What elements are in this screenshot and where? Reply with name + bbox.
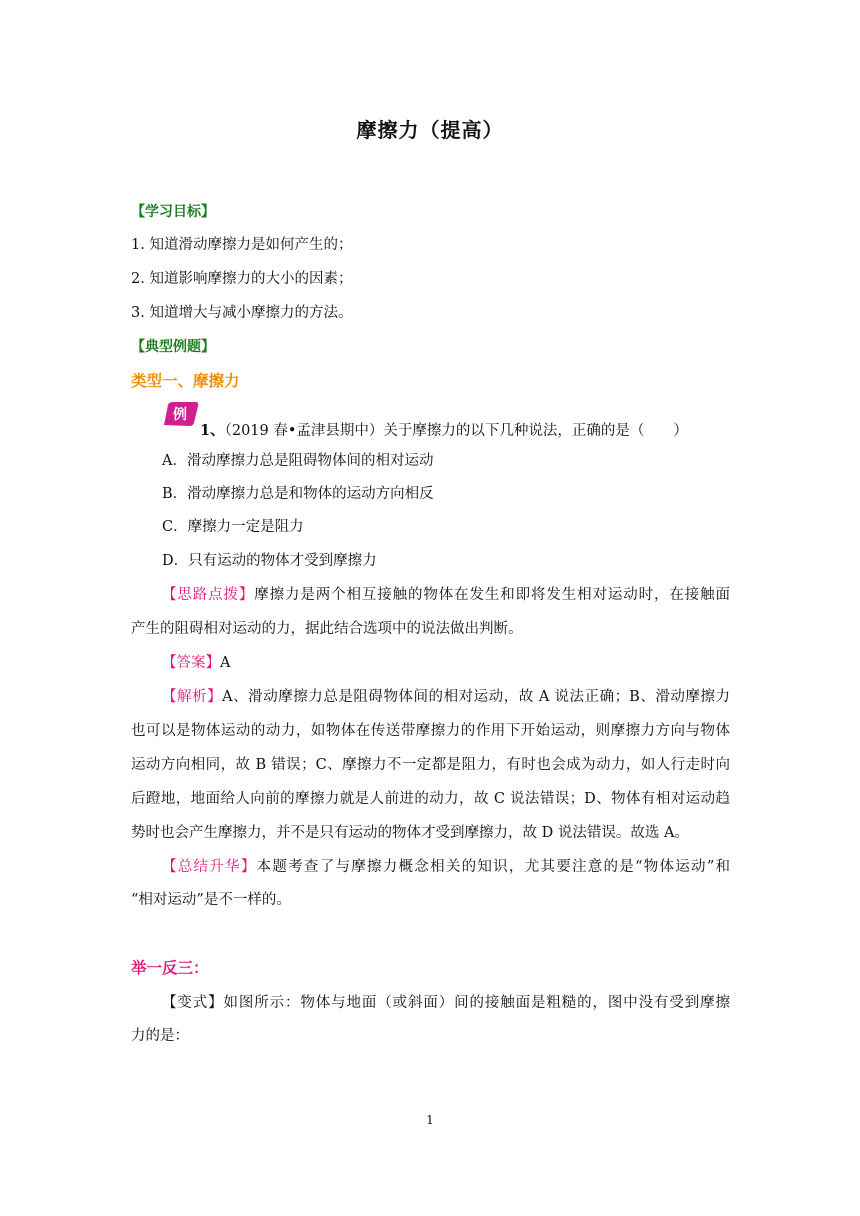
page-title: 摩擦力（提高） (356, 118, 504, 142)
hint-line-2: 产生的阻碍相对运动的力，据此结合选项中的说法做出判断。 (131, 621, 523, 637)
practice-heading: 举一反三： (131, 959, 209, 977)
type-heading: 类型一、摩擦力 (131, 372, 240, 390)
summary-line-1 (162, 857, 730, 877)
answer-label: 【答案】 (162, 655, 220, 671)
option-d: D．只有运动的物体才受到摩擦力 (162, 553, 377, 569)
analysis-line-3: 运动方向相同，故 B 错误；C、摩擦力不一定都是阻力，有时也会成为动力，如人行走时向 (131, 757, 730, 773)
example-badge-label: 例 (173, 407, 187, 423)
analysis-text-1: A、滑动摩擦力总是阻碍物体间的相对运动，故 A 说法正确；B、滑动摩擦力 (222, 689, 730, 705)
answer-line (162, 653, 730, 673)
objective-item-1: 1. 知道滑动摩擦力是如何产生的； (131, 237, 353, 253)
objective-item-2: 2. 知道影响摩擦力的大小的因素； (131, 271, 353, 287)
question-line (200, 421, 688, 441)
variant-line-1 (162, 993, 730, 1013)
analysis-line-1 (162, 687, 730, 707)
summary-label: 【总结升华】 (162, 859, 257, 875)
option-b: B．滑动摩擦力总是和物体的运动方向相反 (162, 486, 434, 502)
example-badge-icon (160, 401, 200, 427)
analysis-line-2: 也可以是物体运动的动力，如物体在传送带摩擦力的作用下开始运动，则摩擦力方向与物体 (131, 723, 730, 739)
answer-value: A (220, 655, 231, 671)
hint-text-1: 摩擦力是两个相互接触的物体在发生和即将发生相对运动时，在接触面 (254, 587, 730, 603)
page-number: 1 (426, 1113, 434, 1127)
examples-heading: 【典型例题】 (131, 339, 215, 355)
hint-label: 【思路点拨】 (162, 587, 255, 603)
option-c: C．摩擦力一定是阻力 (162, 519, 304, 535)
option-a: A．滑动摩擦力总是阻碍物体间的相对运动 (162, 453, 434, 469)
variant-label: 【变式】 (162, 995, 224, 1011)
objective-item-3: 3. 知道增大与减小摩擦力的方法。 (131, 305, 353, 321)
variant-text-1: 如图所示：物体与地面（或斜面）间的接触面是粗糙的，图中没有受到摩擦 (223, 995, 730, 1011)
objectives-heading: 【学习目标】 (131, 204, 215, 220)
question-text: （2019 春•孟津县期中）关于摩擦力的以下几种说法，正确的是（ ） (224, 423, 688, 439)
analysis-line-4: 后蹬地，地面给人向前的摩擦力就是人前进的动力，故 C 说法错误；D、物体有相对运动趋 (131, 791, 730, 807)
analysis-line-5: 势时也会产生摩擦力，并不是只有运动的物体才受到摩擦力，故 D 说法错误。故选 A。 (131, 825, 689, 841)
variant-line-2: 力的是： (131, 1028, 189, 1044)
summary-text-1: 本题考查了与摩擦力概念相关的知识，尤其要注意的是“物体运动”和 (256, 859, 731, 875)
analysis-label: 【解析】 (162, 689, 223, 705)
hint-line-1 (162, 585, 730, 605)
summary-line-2: “相对运动”是不一样的。 (131, 892, 291, 908)
question-number: 1、 (200, 422, 225, 439)
